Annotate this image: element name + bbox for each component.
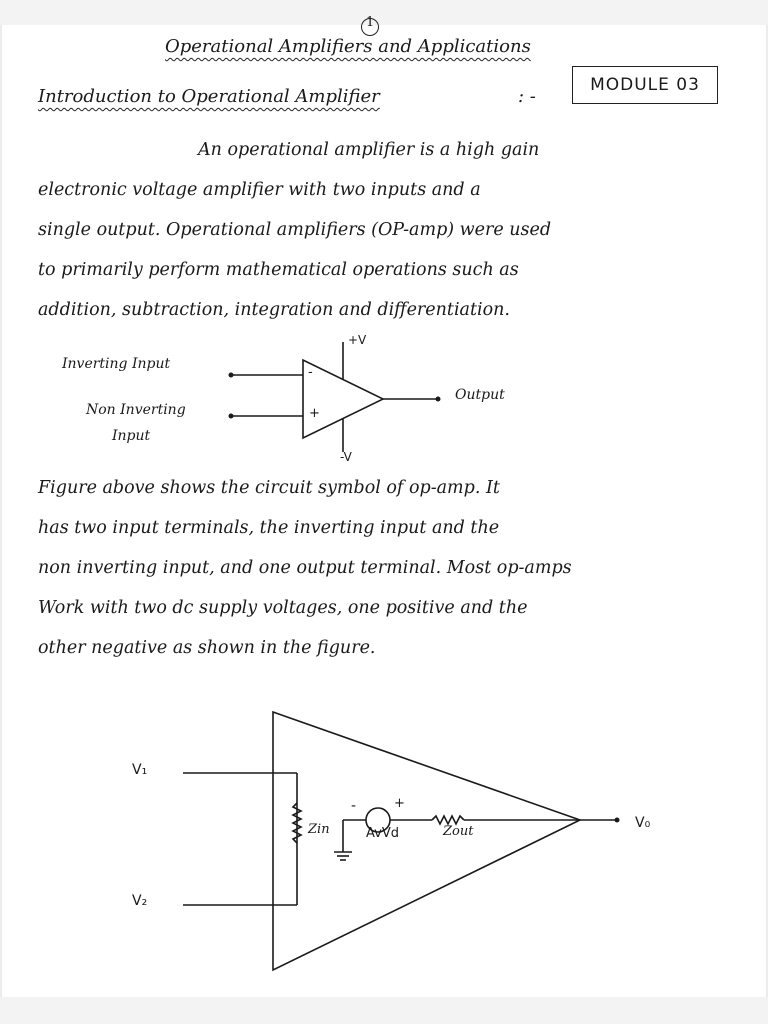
opamp-symbol-diagram <box>0 330 768 470</box>
section-heading-suffix: : - <box>518 86 536 107</box>
page-number: 1 <box>366 15 375 30</box>
intro-paragraph <box>38 130 738 330</box>
paragraph-line: An operational amplifier is a high gain <box>198 140 540 160</box>
v2-label: V₂ <box>132 893 148 909</box>
positive-supply-label: +V <box>348 333 367 347</box>
output-terminal <box>436 397 441 402</box>
non-inverting-input-label-line2: Input <box>112 428 151 444</box>
paragraph-line: has two input terminals, the inverting input and the <box>38 518 500 538</box>
output-label: Output <box>455 387 505 403</box>
vo-terminal <box>615 818 620 823</box>
module-box: MODULE 03 <box>572 66 718 104</box>
description-paragraph <box>38 468 750 668</box>
paragraph-line: Work with two dc supply voltages, one positive and the <box>38 598 528 618</box>
source-minus-label: - <box>351 798 357 814</box>
paragraph-line: single output. Operational amplifiers (OP-amp) were used <box>38 220 552 240</box>
negative-supply-label: -V <box>340 450 352 464</box>
viewer-top-bar <box>0 0 768 25</box>
section-heading: Introduction to Operational Amplifier <box>38 86 380 107</box>
paragraph-line: other negative as shown in the figure. <box>38 638 376 658</box>
inverting-input-label: Inverting Input <box>62 356 171 372</box>
zout-resistor <box>432 816 464 824</box>
gain-label: AvVd <box>366 826 399 841</box>
document-title: Operational Amplifiers and Applications <box>165 36 531 57</box>
paragraph-line: electronic voltage amplifier with two inputs and a <box>38 180 481 200</box>
minus-sign: - <box>308 365 313 380</box>
inverting-input-terminal <box>229 373 234 378</box>
non-inverting-input-label: Non Inverting <box>86 402 186 418</box>
paragraph-line: to primarily perform mathematical operations such as <box>38 260 519 280</box>
zout-label: Zout <box>443 824 474 839</box>
v1-label: V₁ <box>132 762 148 778</box>
paragraph-line: non inverting input, and one output terminal. Most op-amps <box>38 558 572 578</box>
model-triangle <box>273 712 580 970</box>
vo-label: V₀ <box>635 815 651 831</box>
plus-sign: + <box>309 406 320 421</box>
source-plus-label: + <box>394 796 405 811</box>
paragraph-line: Figure above shows the circuit symbol of op-amp. It <box>38 478 500 498</box>
non-inverting-input-terminal <box>229 414 234 419</box>
paragraph-line: addition, subtraction, integration and differentiation. <box>38 300 510 320</box>
zin-label: Zin <box>308 822 330 837</box>
viewer-bottom-bar <box>0 997 768 1024</box>
